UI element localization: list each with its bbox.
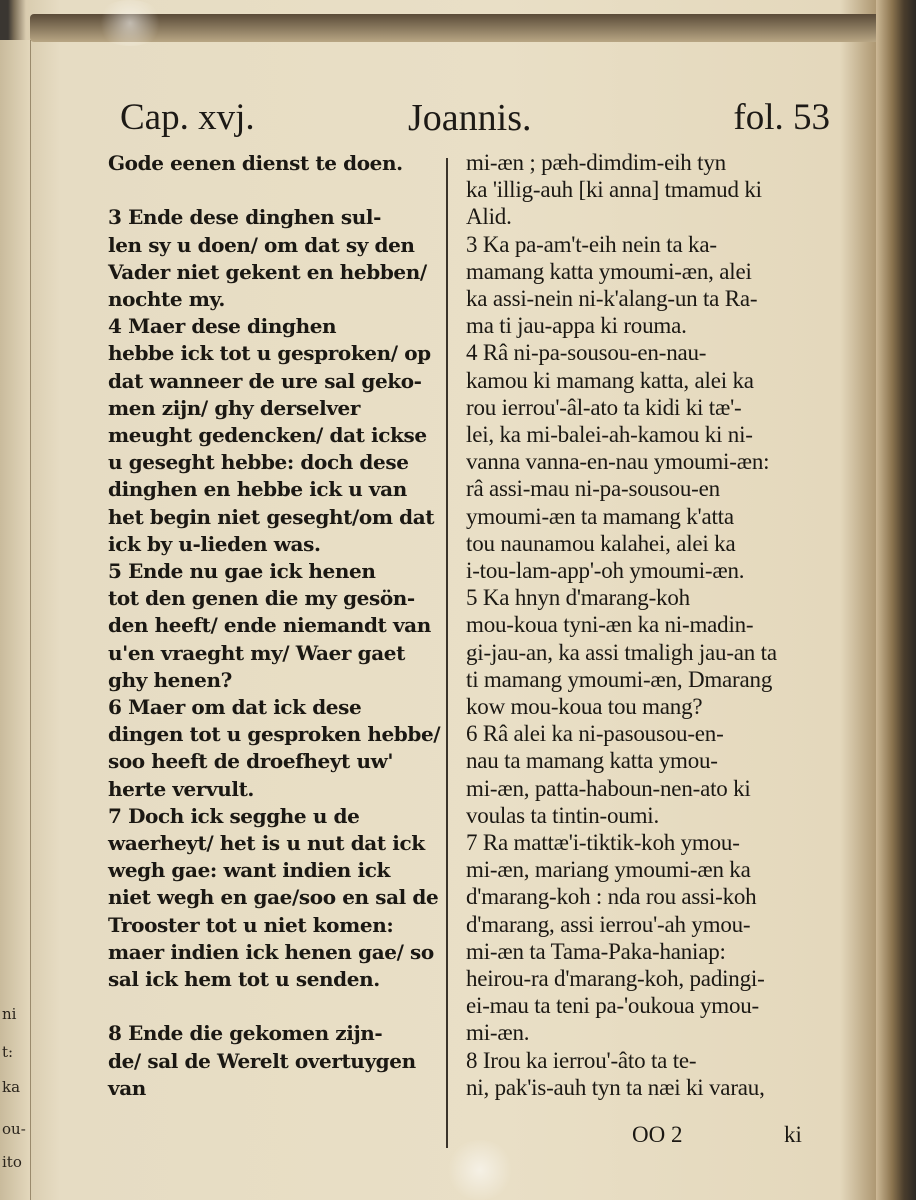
prev-fragment: ni: [2, 1005, 17, 1023]
text-line: kamou ki mamang katta, alei ka: [466, 367, 754, 393]
text-line: tot den genen die my gesön-: [108, 586, 415, 611]
text-line: 3 Ka pa-am't-eih nein ta ka-: [466, 231, 717, 257]
right-page-edge: [876, 0, 916, 1200]
text-line: het begin niet geseght/om dat: [108, 504, 435, 529]
text-line: mamang katta ymoumi-æn, alei: [466, 258, 752, 284]
text-line: tou naunamou kalahei, alei ka: [466, 530, 736, 556]
text-line: heirou-ra d'marang-koh, padingi-: [466, 966, 765, 991]
text-line: van: [108, 1075, 146, 1100]
text-line: ma ti jau-appa ki rouma.: [466, 313, 687, 339]
text-line: ei-mau ta teni pa-'oukoua ymou-: [466, 993, 760, 1019]
text-line: râ assi-mau ni-pa-sousou-en: [466, 476, 720, 502]
text-line: ghy henen?: [108, 667, 232, 692]
text-line: de/ sal de Werelt overtuygen: [108, 1048, 416, 1073]
text-line: mi-æn ta Tama-Paka-haniap:: [466, 938, 726, 964]
text-line: waerheyt/ het is u nut dat ick: [108, 831, 425, 855]
text-line: herte vervult.: [108, 776, 254, 801]
text-line: ka assi-nein ni-k'alang-un ta Ra-: [466, 286, 758, 311]
text-line: mi-æn, patta-haboun-nen-ato ki: [466, 775, 751, 801]
text-line: d'marang, assi ierrou'-ah ymou-: [466, 911, 751, 937]
text-line: 3 Ende dese dinghen sul-: [108, 205, 381, 230]
text-line: 6 Maer om dat ick dese: [108, 695, 362, 719]
running-header: [120, 96, 830, 146]
text-line: Vader niet gekent en hebben/: [108, 259, 427, 284]
catchword: ki: [784, 1122, 802, 1147]
text-line: i-tou-lam-app'-oh ymoumi-æn.: [466, 558, 745, 583]
text-line: ymoumi-æn ta mamang k'atta: [466, 503, 734, 529]
text-line: wegh gae: want indien ick: [108, 858, 390, 883]
text-line: mi-æn.: [466, 1020, 530, 1046]
text-line: dat wanneer de ure sal geko-: [108, 368, 422, 393]
signature-mark: OO 2: [632, 1122, 683, 1147]
text-line: ni, pak'is-auh tyn ta næi ki varau,: [466, 1074, 765, 1100]
text-line: dingen tot u gesproken hebbe/: [108, 722, 441, 747]
prev-fragment: ito: [2, 1153, 22, 1171]
text-line: 5 Ende nu gae ick henen: [108, 559, 376, 583]
text-line: den heeft/ ende niemandt van: [108, 613, 431, 638]
text-line: niet wegh en gae/soo en sal de: [108, 885, 439, 910]
column-divider: [446, 158, 448, 1148]
text-line: voulas ta tintin-oumi.: [466, 802, 659, 828]
text-line: ka 'illig-auh [ki anna] tmamud ki: [466, 177, 762, 203]
clip-mark: [95, 0, 165, 46]
text-line: soo heeft de droefheyt uw': [108, 749, 394, 774]
text-line: 8 Ende die gekomen zijn-: [108, 1021, 383, 1046]
clip-mark: [445, 1140, 515, 1200]
text-line: Gode eenen dienst te doen.: [108, 151, 403, 175]
text-line: gi-jau-an, ka assi tmaligh jau-an ta: [466, 639, 777, 665]
text-line: 7 Ra mattæ'i-tiktik-koh ymou-: [466, 830, 740, 855]
text-line: nau ta mamang katta ymou-: [466, 748, 718, 774]
folio-number: fol. 53: [733, 97, 830, 138]
page-footer: [632, 1122, 832, 1152]
text-line: mi-æn, mariang ymoumi-æn ka: [466, 857, 751, 883]
text-line: u'en vraeght my/ Waer gaet: [108, 640, 405, 665]
text-line: nochte my.: [108, 287, 225, 311]
text-line: d'marang-koh : nda rou assi-koh: [466, 884, 757, 910]
text-line: 4 Maer dese dinghen: [108, 314, 337, 339]
previous-leaf-edge: [0, 40, 31, 1200]
text-line: 8 Irou ka ierrou'-âto ta te-: [466, 1047, 697, 1073]
prev-fragment: t:: [2, 1043, 14, 1061]
text-line: mou-koua tyni-æn ka ni-madin-: [466, 612, 754, 638]
text-line: 7 Doch ick segghe u de: [108, 803, 360, 828]
text-line: dinghen en hebbe ick u van: [108, 477, 407, 502]
text-line: ick by u-lieden was.: [108, 531, 321, 556]
text-line: Alid.: [466, 204, 512, 230]
book-title: Joannis.: [408, 97, 532, 139]
text-line: u geseght hebbe: doch dese: [108, 450, 409, 475]
text-line: rou ierrou'-âl-ato ta kidi ki tæ'-: [466, 394, 742, 420]
text-line: men zijn/ ghy derselver: [108, 395, 361, 420]
text-line: 4 Râ ni-pa-sousou-en-nau-: [466, 340, 707, 366]
text-line: vanna vanna-en-nau ymoumi-æn:: [466, 449, 770, 475]
text-line: hebbe ick tot u gesproken/ op: [108, 341, 431, 366]
text-line: 6 Râ alei ka ni-pasousou-en-: [466, 721, 724, 747]
text-line: sal ick hem tot u senden.: [108, 967, 380, 991]
text-line: ti mamang ymoumi-æn, Dmarang: [466, 666, 773, 692]
prev-fragment: ou-: [2, 1120, 26, 1138]
text-line: meught gedencken/ dat ickse: [108, 423, 427, 447]
prev-fragment: ka: [2, 1078, 21, 1096]
text-line: 5 Ka hnyn d'marang-koh: [466, 585, 690, 611]
chapter-label: Cap. xvj.: [120, 97, 255, 138]
text-line: lei, ka mi-balei-ah-kamou ki ni-: [466, 422, 753, 447]
text-line: len sy u doen/ om dat sy den: [108, 232, 415, 257]
text-line: Trooster tot u niet komen:: [108, 912, 394, 937]
text-line: mi-æn ; pæh-dimdim-eih tyn: [466, 150, 726, 175]
text-line: maer indien ick henen gae/ so: [108, 939, 434, 964]
text-line: kow mou-koua tou mang?: [466, 694, 703, 719]
